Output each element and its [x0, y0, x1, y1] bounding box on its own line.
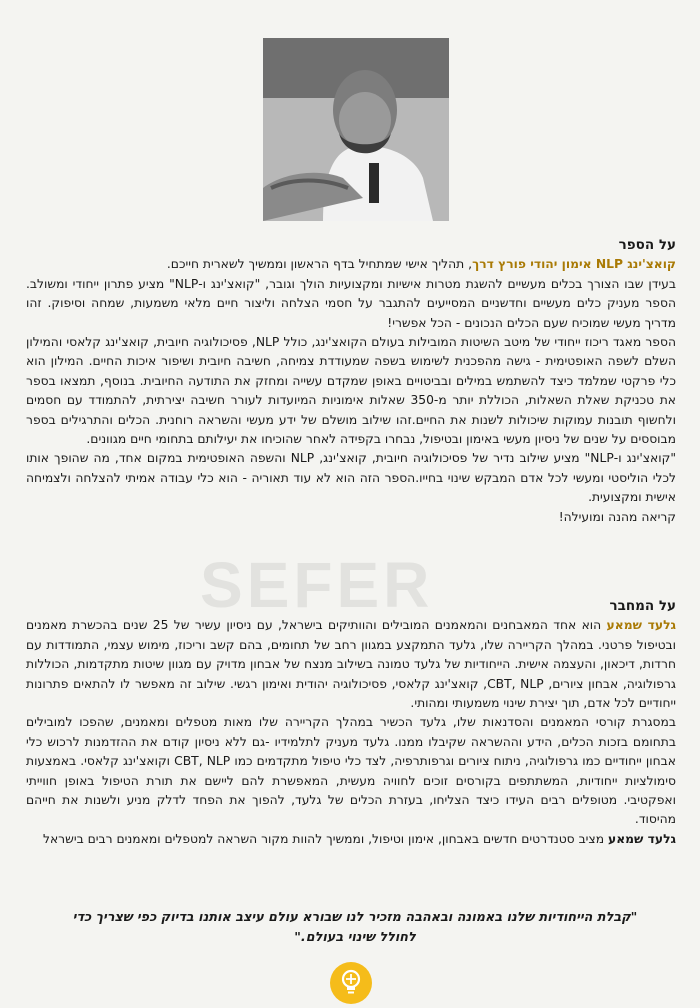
watermark: SEFER: [200, 549, 434, 621]
author-photo: [263, 38, 449, 221]
about-book-heading: על הספר: [618, 237, 676, 253]
about-book-section: [26, 236, 676, 527]
about-book-paragraph-4: קריאה מהנה ומועילה!: [558, 509, 676, 524]
about-author-closing: [26, 830, 676, 849]
about-author-section: [26, 597, 676, 849]
author-name-closing: גלעד שמאע: [608, 831, 676, 846]
about-book-intro-text: , תהליך אישי שמתחיל בדף הראשון וממשיך לשארית חייכם.: [166, 257, 473, 272]
about-book-intro: [26, 255, 676, 274]
about-book-paragraph-2: הספר מאגד ריכוז ייחודי של מיטב השיטות המובילות בעולם הקואצ'ינג, כולל NLP, פסיכולוגיה חיובית, קואצ'ינג קלאסי והמילון השלם לשפה האופטימית - גישה מהפכנית לשימוש בשפה שמעודדת צמיחה, חשיבה חיובית ושיפור איכות החיים. המילון הוא כלי פרקטי שמלמד כיצד להשתמש במילים ובביטויים באופן שמקדם עשייה ומחזק את התודעה החיובית. בנוסף, תמצאו בספר את טכניקת שאלת השאלות, הכוללת יותר מ-350 שאלות אימוניות המיועדות לעורר חשיבה יצירתית, להתמודד עם חסמים ולחשוף תובנות עמוקות שיכולות לשנות את החיים.זהו שילוב מושלם של ידע מעשי והשראה רוחנית. הכלים והתרגילים בספר מבוססים על שנים של ניסיון מעשי באימון ובטיפול, נבחרו בקפידה לאחר שהוכיחו את יעילותם בתחומי חיים מגוונים.: [26, 335, 676, 447]
book-title: קואצ'ינג NLP אימון יהודי פורץ דרך: [472, 257, 676, 272]
author-name: גלעד שמאע: [606, 618, 677, 633]
author-photo-image: [263, 38, 449, 221]
about-author-closing-text: מציב סטנדרטים חדשים באבחון, אימון וטיפול, וממשיך להוות מקור השראה למטפלים ומאמנים רבים בישראל: [42, 831, 608, 846]
about-author-intro: [26, 616, 676, 713]
about-author-paragraph-1: במסגרת קורסי המאמנים והסדנאות שלו, גלעד הכשיר במהלך הקריירה שלו מאות מטפלים ומאמנים, שהפכו למובילים בתחומם בזכות הכלים, הידע וההשראה שקיבלו ממנו. גלעד מעניק לתלמידיו -גם ללא ניסיון קודם את ההזדמנות לרכוש כלי אבחון ייחודיים כמו גרפולוגיה, ניתוח ציורים וגרפותרפיה, לצד כלי טיפול מתקדמים כמו CBT, NLP וקואצ'ינג קלאסי. באמצעות סימולציות ייחודיות, המשתתפים בקורסים זוכים לחוויה מעשית, המאפשרת להם ליישם את תורת הטיפול באופן חווייתי ואפקטיבי. מטופלים רבים העידו כיצד הצליחו, בעזרת הכלים של גלעד, להפוך את הפחד לדלק מניע ולשנות את חייהם מהיסוד.: [26, 715, 676, 827]
author-quote: "קבלת הייחודיות שלנו באמונה ובאהבה מזכיר לנו שבורא עולם עיצב אותנו בדיוק כפי שצריך כדי לחולל שינוי בעולם.": [72, 910, 638, 945]
about-author-intro-text: הוא אחד המאבחנים והמאמנים המובילים והוותיקים בישראל, עם ניסיון עשיר של 25 שנים בהכשרת מאמנים ובטיפול פרטני. במהלך הקריירה שלו, גלעד התמקצע במגוון רחב של תחומים, בהם קשב וריכוז, מימוש עצמי, התמודדות עם חרדות, דיכאון, והעצמה אישית. הייחודיות של גלעד טמונה בשילוב מנצח של אבחון מדויק עם מגוון שיטות מתקדמות, הכוללות גרפולוגיה, אבחון ציורים, CBT, NLP, קואצ'ינג קלאסי, פסיכולוגיה יהודית ואימון רגשי. שילוב זה מאפשר לו להתאים פתרונות ייחודיים לכל אדם, תוך יצירת שינוי משמעותי ומהותי.: [26, 618, 676, 711]
lightbulb-logo-glyph: [330, 962, 372, 1004]
about-book-paragraph-1: בעידן שבו הצורך בכלים מעשיים להשגת מטרות אישיות ומקצועיות הולך וגובר, "קואצ'ינג ו-NLP" מציע פתרון ייחודי ומשולב. הספר מעניק כלים מעשיים וחדשניים המסייעים להתגבר על חסמי הצלחה וליצור חיים מלאי משמעות, שמחה וסיפוק. זהו מדריך מעשי שמוכיח שעם הכלים הנכונים - הכל אפשרי!: [26, 276, 676, 330]
about-author-heading: על המחבר: [609, 598, 676, 614]
about-book-paragraph-3: "קואצ'ינג ו-NLP" מציע שילוב נדיר של פסיכולוגיה חיובית, קואצ'ינג, NLP והשפה האופטימית במקום אחד, מה שהופך אותו לכלי הוליסטי ומעשי לכל אדם המבקש שינוי בחייו.הספר הזה הוא לא עוד תאוריה - הוא כלי עבודה אמיתי להצלחה ולצמיחה אישית ומקצועית.: [26, 451, 676, 505]
lightbulb-logo-icon: [330, 962, 372, 1004]
